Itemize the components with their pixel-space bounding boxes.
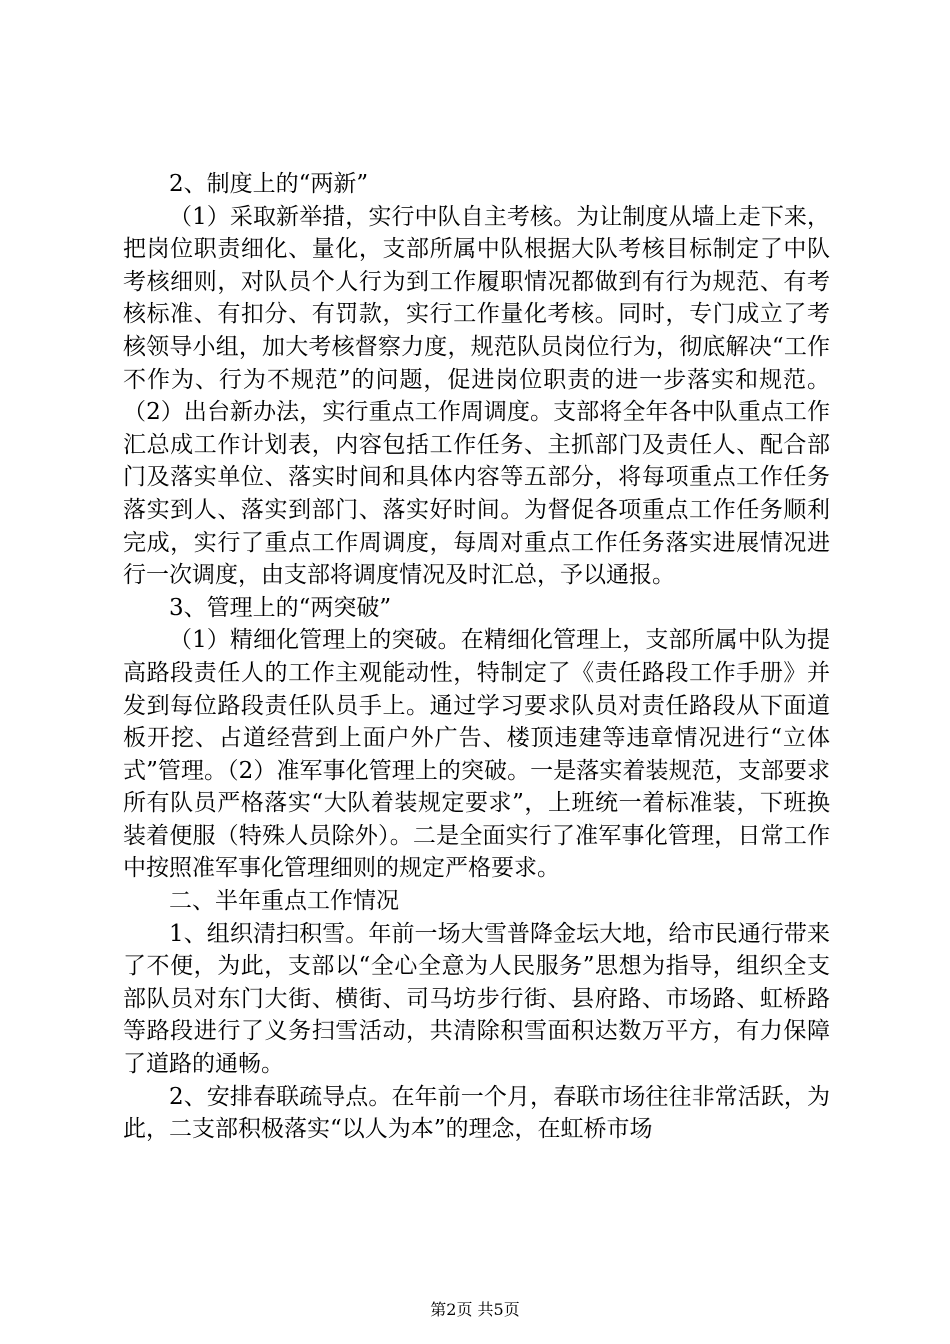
section-heading: 3、管理上的“两突破” [169,594,392,621]
document-body [123,168,830,1146]
paragraph: 2、安排春联疏导点。在年前一个月，春联市场往往非常活跃，为此，二支部积极落实“以人为本”的理念，在虹桥市场 [123,1083,830,1143]
paragraph: （1）精细化管理上的突破。在精细化管理上，支部所属中队为提高路段责任人的工作主观能动性，特制定了《责任路段工作手册》并发到每位路段责任队员手上。通过学习要求队员对责任路段从下面道板开挖、占道经营到上面户外广告、楼顶违建等违章情况进行“立体式”管理。（2）准军事化管理上的突破。一是落实着装规范，支部要求所有队员严格落实“大队着装规定要求”，上班统一着标准装，下班换装着便服（特殊人员除外）。二是全面实行了准军事化管理，日常工作中按照准军事化管理细则的规定严格要求。 [123,627,830,882]
paragraph: 1、组织清扫积雪。年前一场大雪普降金坛大地，给市民通行带来了不便，为此，支部以“全心全意为人民服务”思想为指导，组织全支部队员对东门大街、横街、司马坊步行街、县府路、市场路、虹桥路等路段进行了义务扫雪活动，共清除积雪面积达数万平方，有力保障了道路的通畅。 [123,920,830,1078]
section-heading: 二、半年重点工作情况 [169,888,399,915]
page-footer: 第2页 共5页 [430,1300,520,1319]
paragraph: （1）采取新举措，实行中队自主考核。为让制度从墙上走下来，把岗位职责细化、量化，支部所属中队根据大队考核目标制定了中队考核细则，对队员个人行为到工作履职情况都做到有行为规范、有考核标准、有扣分、有罚款，实行工作量化考核。同时，专门成立了考核领导小组，加大考核督察力度，规范队员岗位行为，彻底解决“工作不作为、行为不规范”的问题，促进岗位职责的进一步落实和规范。（2）出台新办法，实行重点工作周调度。支部将全年各中队重点工作汇总成工作计划表，内容包括工作任务、主抓部门及责任人、配合部门及落实单位、落实时间和具体内容等五部分，将每项重点工作任务落实到人、落实到部门、落实好时间。为督促各项重点工作任务顺利完成，实行了重点工作周调度，每周对重点工作任务落实进展情况进行一次调度，由支部将调度情况及时汇总，予以通报。 [123,203,830,589]
section-heading: 2、制度上的“两新” [169,171,369,197]
